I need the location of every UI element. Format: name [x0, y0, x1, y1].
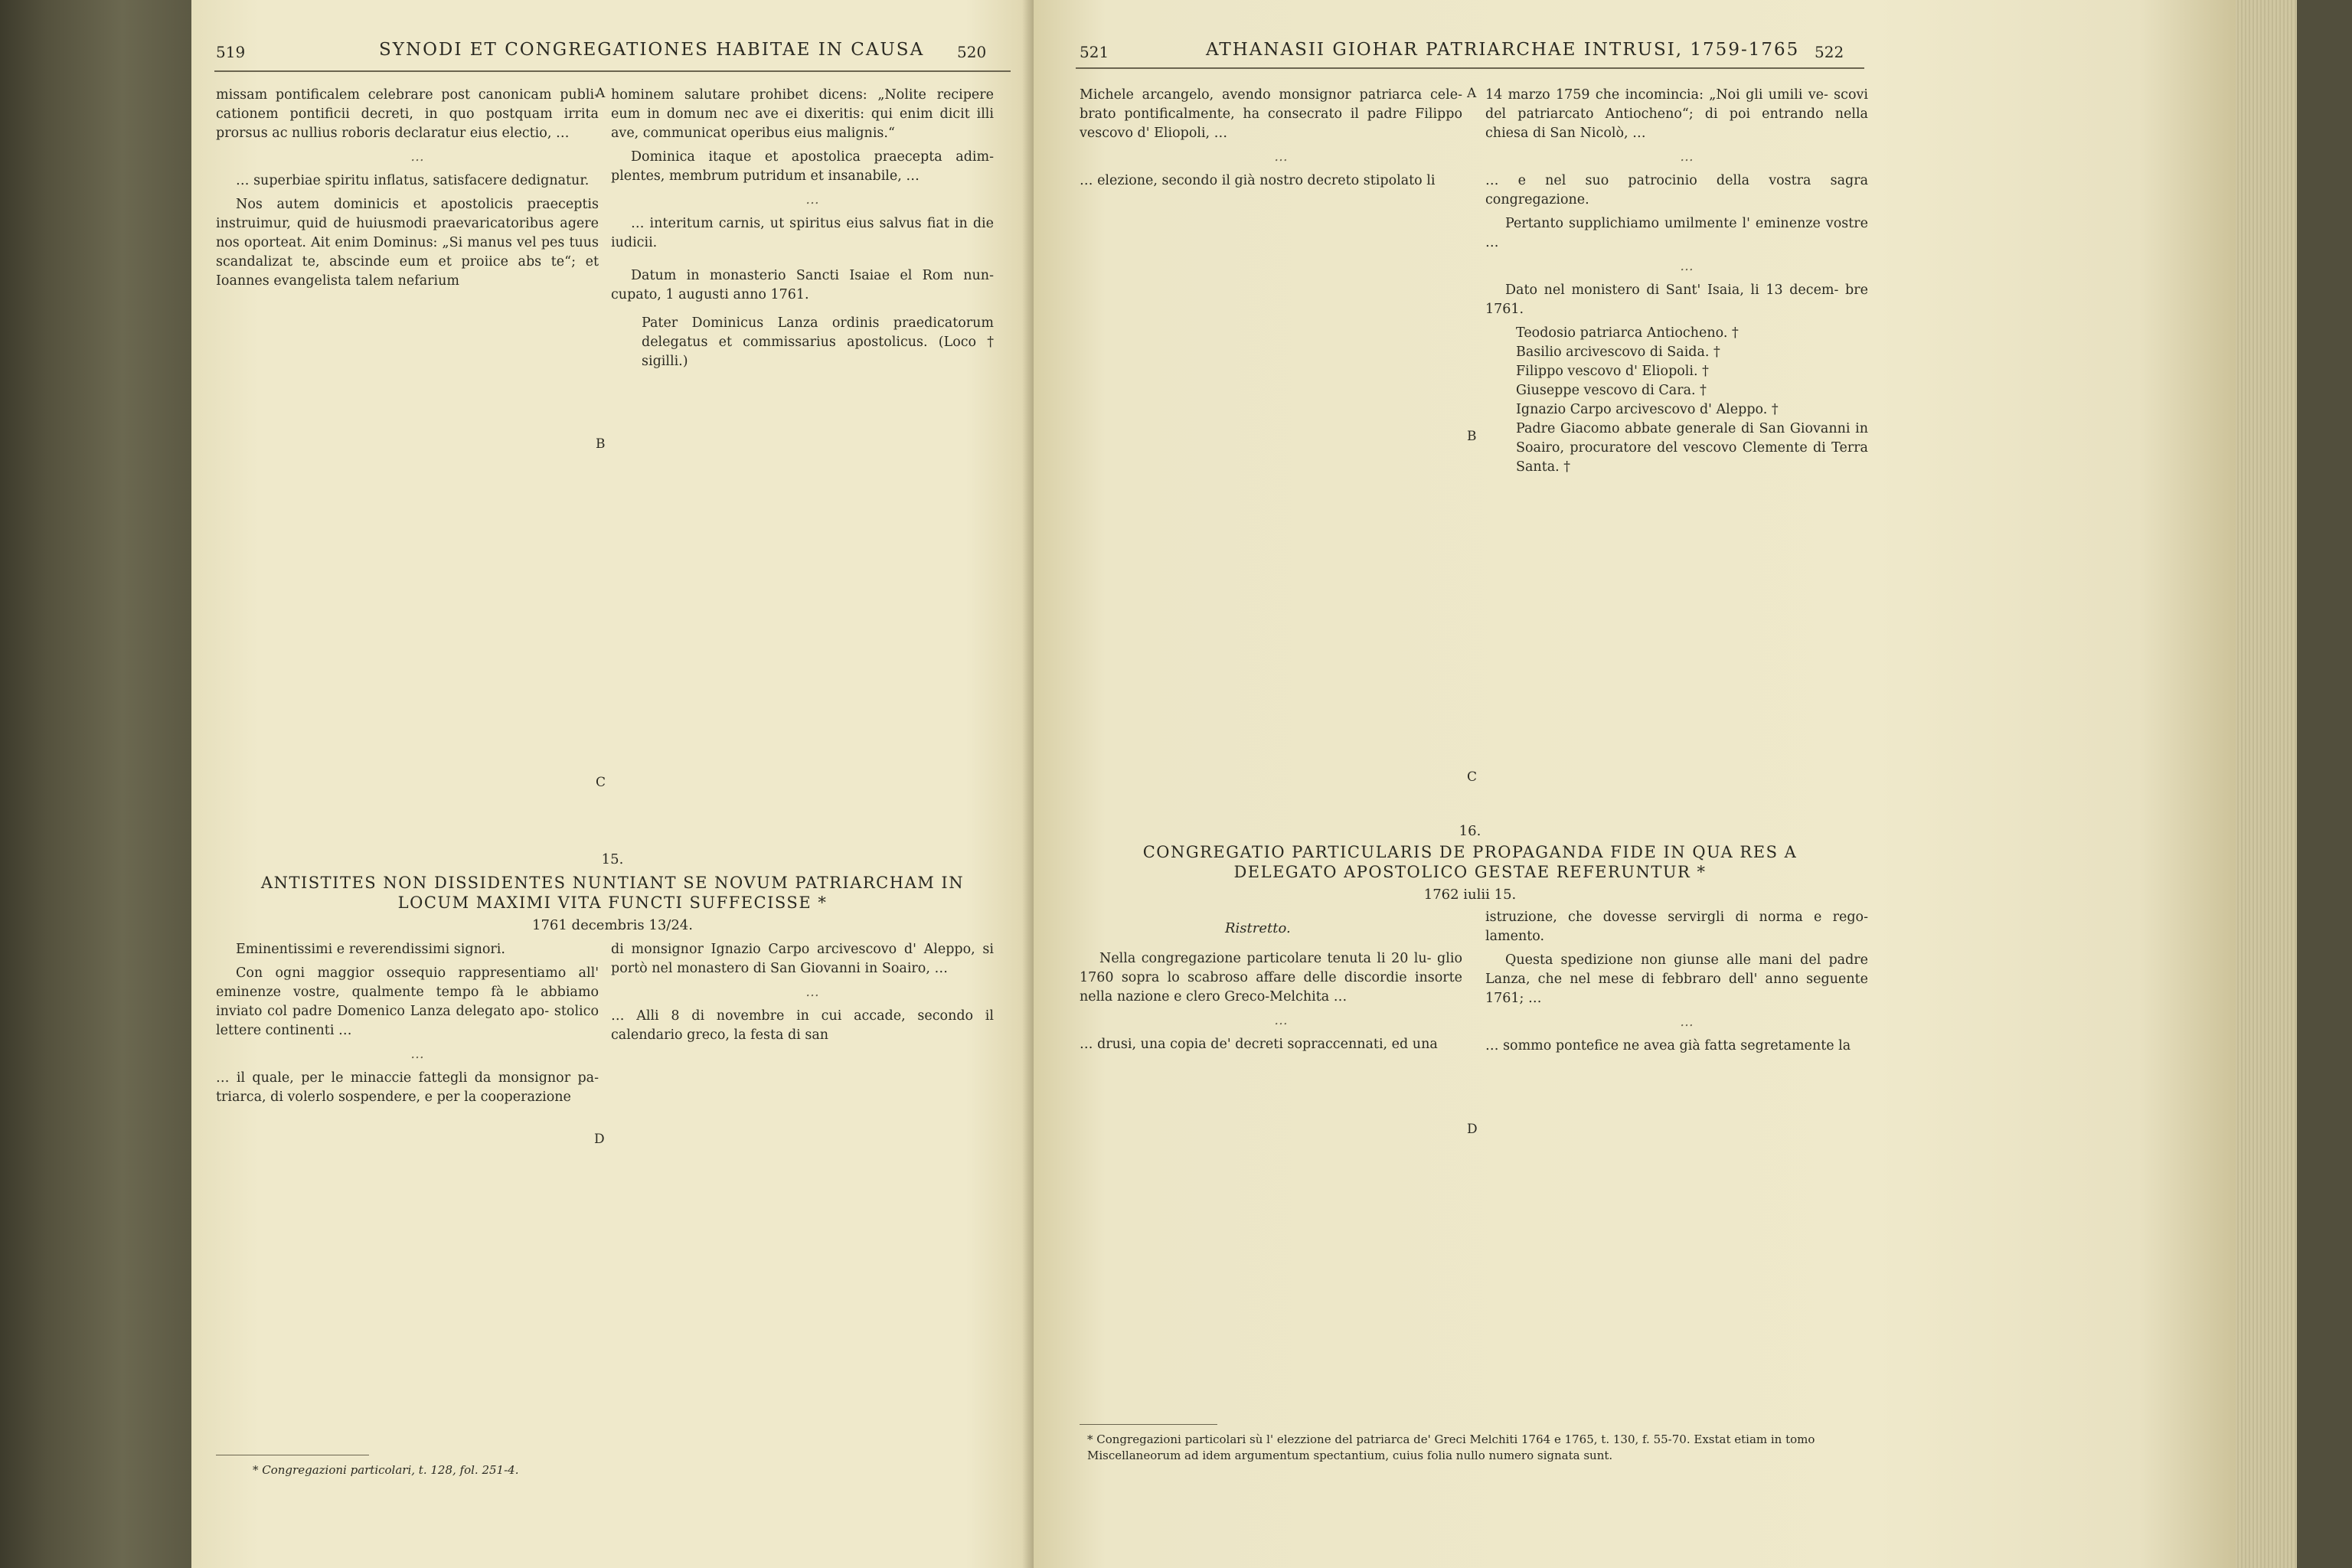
dating-clause: Dato nel monistero di Sant' Isaia, li 13 decem- bre 1761.	[1485, 283, 1868, 317]
left-page	[191, 0, 1034, 1568]
omission-marker: …	[805, 985, 819, 1000]
signature: Pater Dominicus Lanza ordinis praedicatorum delegatus et commissarius apostolicus. (Loco † sigilli.)	[642, 315, 994, 369]
column-b	[611, 940, 994, 1050]
paragraph: … drusi, una copia de' decreti sopraccennati, ed una	[1080, 1037, 1438, 1052]
margin-letter: D	[594, 1132, 605, 1147]
margin-letter: A	[596, 86, 606, 101]
margin-letter: C	[1467, 769, 1478, 785]
margin-letter: D	[1467, 1122, 1478, 1137]
signatory: Giuseppe vescovo di Cara. †	[1516, 383, 1707, 398]
paragraph: … Alli 8 di novembre in cui accade, secondo il calendario greco, la festa di san	[611, 1008, 994, 1043]
margin-letter: B	[1467, 429, 1477, 444]
margin-letter: B	[596, 436, 606, 452]
omission-marker: …	[1274, 149, 1288, 165]
signatory: Teodosio patriarca Antiocheno. †	[1516, 325, 1739, 341]
paragraph: Michele arcangelo, avendo monsignor patriarca cele- brato pontificalmente, ha consecrato il padre Filippo vescovo d' Eliopoli, …	[1080, 87, 1462, 141]
subheading: Ristretto.	[1225, 920, 1291, 936]
margin-letter: C	[596, 775, 606, 790]
head-rule	[214, 70, 1011, 72]
margin-letter: A	[1467, 86, 1477, 101]
paragraph: di monsignor Ignazio Carpo arcivescovo d' Aleppo, si portò nel monastero di San Giovanni in Soairo, …	[611, 942, 994, 976]
footnote: * Congregazioni particolari, t. 128, fol. 251-4.	[253, 1463, 519, 1477]
paragraph: 14 marzo 1759 che incomincia: „Noi gli umili ve- scovi del patriarcato Antiocheno“; di poi entrando nella chiesa di San Nicolò, …	[1485, 87, 1868, 141]
paragraph: Questa spedizione non giunse alle mani del padre Lanza, che nel mese di febbraro dell' anno seguente 1761; …	[1485, 952, 1868, 1006]
section-date: 1762 iulii 15.	[1423, 887, 1517, 903]
section-number: 15.	[601, 851, 624, 867]
paragraph: … e nel suo patrocinio della vostra sagra congregazione.	[1485, 173, 1868, 207]
paragraph: Dominica itaque et apostolica praecepta adim- plentes, membrum putridum et insanabile, …	[611, 149, 994, 184]
column-a	[1080, 949, 1462, 1059]
running-head: SYNODI ET CONGREGATIONES HABITAE IN CAUSA	[379, 40, 925, 60]
omission-marker: …	[410, 1047, 424, 1062]
column-b	[1485, 86, 1868, 477]
scan-margin	[2297, 0, 2352, 1568]
column-a	[216, 940, 599, 1112]
paragraph: Eminentissimi e reverendissimi signori.	[236, 942, 505, 957]
signatory: Ignazio Carpo arcivescovo d' Aleppo. †	[1516, 402, 1779, 417]
signatory: Filippo vescovo d' Eliopoli. †	[1516, 364, 1709, 379]
paragraph: istruzione, che dovesse servirgli di norma e rego- lamento.	[1485, 910, 1868, 944]
running-head: ATHANASII GIOHAR PATRIARCHAE INTRUSI, 1759-1765	[1206, 40, 1800, 60]
paragraph: … interitum carnis, ut spiritus eius salvus fiat in die iudicii.	[611, 216, 994, 250]
signatory: Basilio arcivescovo di Saida. †	[1516, 345, 1720, 360]
paragraph: … superbiae spiritu inflatus, satisfacere dedignatur.	[236, 173, 590, 188]
paragraph: … sommo pontefice ne avea già fatta segretamente la	[1485, 1038, 1851, 1054]
omission-marker: …	[1274, 1013, 1288, 1028]
column-b	[1485, 908, 1868, 1060]
footnote-rule	[1080, 1424, 1217, 1425]
head-rule	[1076, 67, 1864, 69]
section-date: 1761 decembris 13/24.	[532, 917, 693, 933]
column-b	[611, 86, 994, 376]
column-a	[216, 86, 599, 296]
dating-clause: Datum in monasterio Sancti Isaiae el Rom nun- cupato, 1 augusti anno 1761.	[611, 268, 994, 302]
paragraph: Nella congregazione particolare tenuta li 20 lu- glio 1760 sopra lo scabroso affare delle discordie insorte nella nazione e clero Greco-Melchita …	[1080, 951, 1462, 1004]
omission-marker: …	[410, 149, 424, 165]
paragraph: missam pontificalem celebrare post canonicam publi- cationem pontificii decreti, in quo postquam irrita prorsus ac nullius roboris declaratur eius electio, …	[216, 87, 599, 141]
page-number: 519	[216, 43, 246, 61]
omission-marker: …	[805, 192, 819, 207]
paragraph: … elezione, secondo il già nostro decreto stipolato li	[1080, 173, 1436, 188]
omission-marker: …	[1680, 259, 1694, 274]
right-page	[1034, 0, 2236, 1568]
signatory-list	[1485, 324, 1868, 477]
signatory: Padre Giacomo abbate generale di San Giovanni in Soairo, procuratore del vescovo Clemente di Terra Santa. †	[1516, 421, 1868, 475]
section-title: ANTISTITES NON DISSIDENTES NUNTIANT SE NOVUM PATRIARCHAM IN LOCUM MAXIMI VITA FUNCTI SUFFECISSE *	[260, 874, 965, 912]
section-title: CONGREGATIO PARTICULARIS DE PROPAGANDA FIDE IN QUA RES A DELEGATO APOSTOLICO GESTAE REFERUNTUR *	[1142, 843, 1798, 881]
paragraph: … il quale, per le minaccie fattegli da monsignor pa- triarca, di volerlo sospendere, e per la cooperazione	[216, 1070, 599, 1105]
paragraph: hominem salutare prohibet dicens: „Nolite recipere eum in domum nec ave ei dixeritis: qui enim dicit illi ave, communicat operibus eius malignis.“	[611, 87, 994, 141]
page-number: 522	[1815, 43, 1844, 61]
footnote: * Congregazioni particolari sù l' elezzione del patriarca de' Greci Melchiti 1764 e 1765, t. 130, f. 55-70. Exstat etiam in tomo Miscellaneorum ad idem argumentum spectantium, cuius folia nullo numero signata sunt.	[1087, 1432, 1815, 1462]
column-a	[1080, 86, 1462, 195]
paragraph: Pertanto supplichiamo umilmente l' eminenze vostre …	[1485, 216, 1868, 250]
omission-marker: …	[1680, 149, 1694, 165]
paragraph: Con ogni maggior ossequio rappresentiamo all' eminenze vostre, qualmente tempo fà le abbiamo inviato col padre Domenico Lanza delegato apo- stolico lettere continenti …	[216, 965, 599, 1038]
section-number: 16.	[1459, 823, 1481, 839]
page-number: 521	[1080, 43, 1109, 61]
omission-marker: …	[1680, 1014, 1694, 1030]
page-number: 520	[957, 43, 987, 61]
paragraph: Nos autem dominicis et apostolicis praeceptis instruimur, quid de huiusmodi praevaricatoribus agere nos oporteat. Ait enim Dominus: „Si manus vel pes tuus scandalizat te, abscinde eum et proiice abs te“; et Ioannes evangelista talem nefarium	[216, 197, 599, 289]
